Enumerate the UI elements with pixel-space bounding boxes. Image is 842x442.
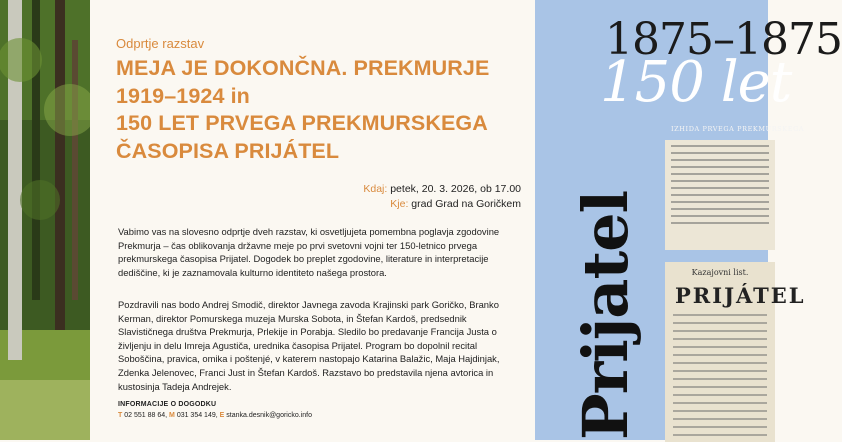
event-date — [363, 182, 521, 197]
intro-paragraph: Vabimo vas na slovesno odprtje dveh razstav, ki osvetljujeta pomembna poglavja zgodovine Prekmurja – čas oblikovanja državne meje po prvi svetovni vojni ter 150-letnico prvega prekmurskega časopisa Prijatel. Dogodek bo preplet zgodovine, literature in interpretacije dediščine, ki je zaznamovala kulturno identiteto našega prostora. — [118, 226, 500, 278]
date-value: petek, 20. 3. 2026, ob 17.00 — [390, 183, 521, 195]
event-location — [363, 197, 521, 212]
email-link[interactable]: stanka.desnik@goricko.info — [226, 412, 312, 419]
event-details — [363, 182, 521, 212]
invitation-document — [90, 0, 535, 440]
years-heading: 1875–1875 — [605, 14, 842, 65]
title-line: 1919–1924 in — [116, 83, 250, 108]
event-title — [116, 55, 536, 165]
panel-subtitle: IZHIDA PRVEGA PREKMURSKEGA — [671, 125, 805, 133]
location-value: grad Grad na Goričkem — [411, 198, 521, 210]
contact-heading: INFORMACIJE O DOGODKU — [118, 401, 217, 408]
title-line: ČASOPISA PRIJÁTEL — [116, 138, 340, 163]
prijatel-panel — [535, 0, 842, 440]
contact-line — [118, 412, 312, 419]
location-label: Kje: — [390, 198, 409, 210]
event-kicker: Odprtje razstav — [116, 36, 205, 51]
newspaper-name: PRIJÁTEL — [675, 283, 806, 308]
title-line: 150 LET PRVEGA PREKMURSKEGA — [116, 111, 488, 135]
newspaper-text-scan — [665, 140, 775, 250]
anniversary-heading: 150 let — [600, 50, 792, 115]
program-paragraph: Pozdravili nas bodo Andrej Smodič, direktor Javnega zavoda Krajinski park Goričko, Branko Kerman, direktor Pomurskega muzeja Murska Sobota, in Štefan Kardoš, predsednik Slavističnega društva Prekmurja, Prlekije in Porabja. Sledilo bo predavanje Francija Justa o življenju in delu Imreja Agustiča, urednika časopisa Prijatel. Program bo dopolnil recital Soboščina, pravica, omika i poštenjé, v katerem nastopajo Katarina Balažic, Maja Hajdinjak, Zdenka Jelenovec, Franci Just in Štefan Kardoš. Razstavo bo predstavila njena avtorica in kustosinja Tadeja Andrejek. — [118, 299, 500, 392]
date-label: Kdaj: — [363, 183, 388, 195]
newspaper-kicker: Kazajovni list. — [691, 268, 749, 277]
forest-photo — [0, 0, 90, 440]
phone-value[interactable]: 02 551 88 64, — [124, 412, 168, 419]
forest-illustration — [0, 0, 90, 440]
title-line: MEJA JE DOKONČNA. PREKMURJE — [116, 56, 490, 80]
email-label: E — [219, 412, 225, 419]
masthead-vertical: Prijatel — [569, 190, 642, 440]
newspaper-front-page — [665, 262, 806, 442]
mobile-value[interactable]: 031 354 149, — [176, 412, 218, 419]
mobile-label: M — [169, 412, 175, 419]
phone-label: T — [118, 412, 123, 419]
